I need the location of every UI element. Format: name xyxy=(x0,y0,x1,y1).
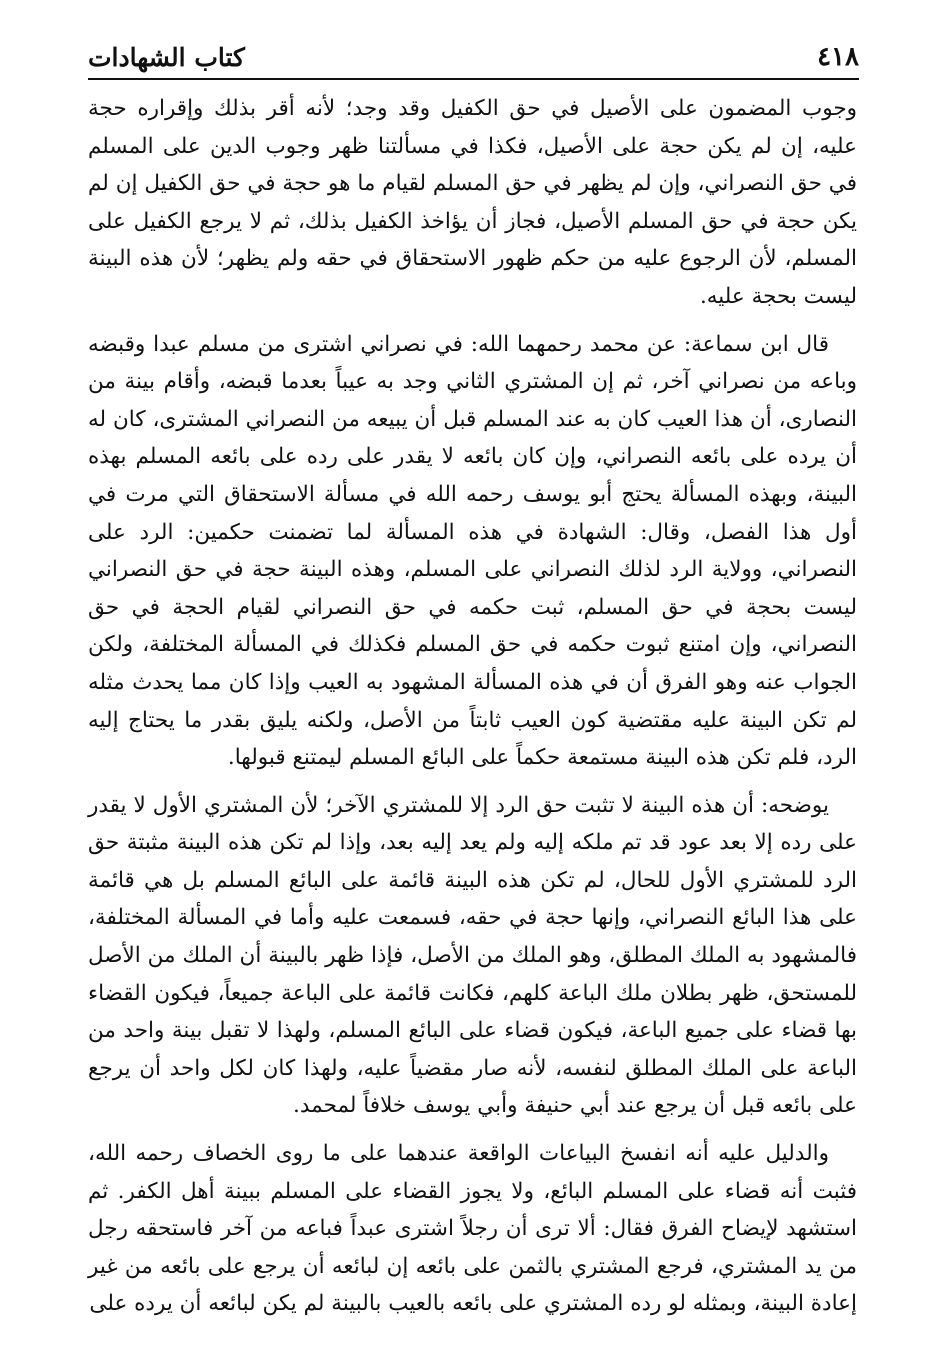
paragraph-evidence: والدليل عليه أنه انفسخ البياعات الواقعة عندهما على ما روى الخصاف رحمه الله، فثبت أنه قضاء على المسلم البائع، ولا يجوز القضاء على المسلم ببينة أهل الكفر. ثم استشهد لإيضاح الفرق فقال: ألا ترى أن رجلاً اشترى عبداً فباعه من آخر فاستحقه رجل من يد المشتري، فرجع المشتري بالثمن على بائعه إن لبائعه أن يرجع على بائعه من غير إعادة البينة، وبمثله لو رده المشتري على بائعه بالعيب بالبينة لم يكن لبائعه أن يرده على xyxy=(88,1141,857,1317)
chapter-title: كتاب الشهادات xyxy=(88,42,245,72)
paragraph-continuation: وجوب المضمون على الأصيل في حق الكفيل وقد وجد؛ لأنه أقر بذلك وإقراره حجة عليه، إن لم يكن حجة على الأصيل، فكذا في مسألتنا ظهر وجوب الدين على المسلم في حق النصراني، وإن لم يظهر في حق المسلم لقيام ما هو حجة في حق الكفيل إن لم يكن حجة في حق المسلم الأصيل، فجاز أن يؤاخذ الكفيل بذلك، ثم لا يرجع الكفيل على المسلم، لأن الرجوع عليه من حكم ظهور الاستحقاق في حقه ولم يظهر؛ لأن هذه البينة ليست بحجة عليه. xyxy=(88,96,857,309)
page-number: ٤١٨ xyxy=(817,42,859,72)
paragraph-clarification: يوضحه: أن هذه البينة لا تثبت حق الرد إلا للمشتري الآخر؛ لأن المشتري الأول لا يقدر على رده إلا بعد عود قد تم ملكه إليه ولم يعد إليه بعد، وإذا لم تكن هذه البينة مثبتة حق الرد للمشتري الأول للحال، لم تكن هذه البينة قائمة على البائع المسلم بل هي قائمة على هذا البائع النصراني، وإنها حجة في حقه، فسمعت عليه وأما في المسألة المختلفة، فالمشهود به الملك المطلق، وهو الملك من الأصل، فإذا ظهر بالبينة أن الملك من الأصل للمستحق، ظهر بطلان ملك الباعة كلهم، فكانت قائمة على الباعة جميعاً، فيكون القضاء بها قضاء على جميع الباعة، فيكون قضاء على البائع المسلم، ولهذا لا تقبل بينة واحد من الباعة على الملك المطلق لنفسه، لأنه صار مقضياً عليه، ولهذا كان لكل واحد أن يرجع على بائعه قبل أن يرجع عند أبي حنيفة وأبي يوسف خلافاً لمحمد. xyxy=(88,792,857,1119)
body-text xyxy=(88,90,857,1333)
page-header xyxy=(88,36,859,80)
paragraph-ibn-samaa: قال ابن سماعة: عن محمد رحمهما الله: في نصراني اشترى من مسلم عبدا وقبضه وباعه من نصراني آخر، ثم إن المشتري الثاني وجد به عيباً بعدما قبضه، وأقام بينة من النصارى، أن هذا العيب كان به عند المسلم قبل أن يبيعه من النصراني المشترى، كان له أن يرده على بائعه النصراني، وإن كان بائعه لا يقدر على رده على بائعه المسلم بهذه البينة، وبهذه المسألة يحتج أبو يوسف رحمه الله في مسألة الاستحقاق التي مرت في أول هذا الفصل، وقال: الشهادة في هذه المسألة لما تضمنت حكمين: الرد على النصراني، وولاية الرد لذلك النصراني على المسلم، وهذه البينة حجة في حق النصراني ليست بحجة في حق المسلم، ثبت حكمه في حق النصراني لقيام الحجة في حق النصراني، وإن امتنع ثبوت حكمه في حق المسلم فكذلك في المسألة المختلفة، ولكن الجواب عنه وهو الفرق أن في هذه المسألة المشهود به العيب وإذا كان مما يحدث مثله لم تكن البينة عليه مقتضية كون العيب ثابتاً من الأصل، ولكنه يليق بقدر ما يحتاج إليه الرد، فلم تكن هذه البينة مستمعة حكماً على البائع المسلم ليمتنع قبولها. xyxy=(88,331,857,771)
